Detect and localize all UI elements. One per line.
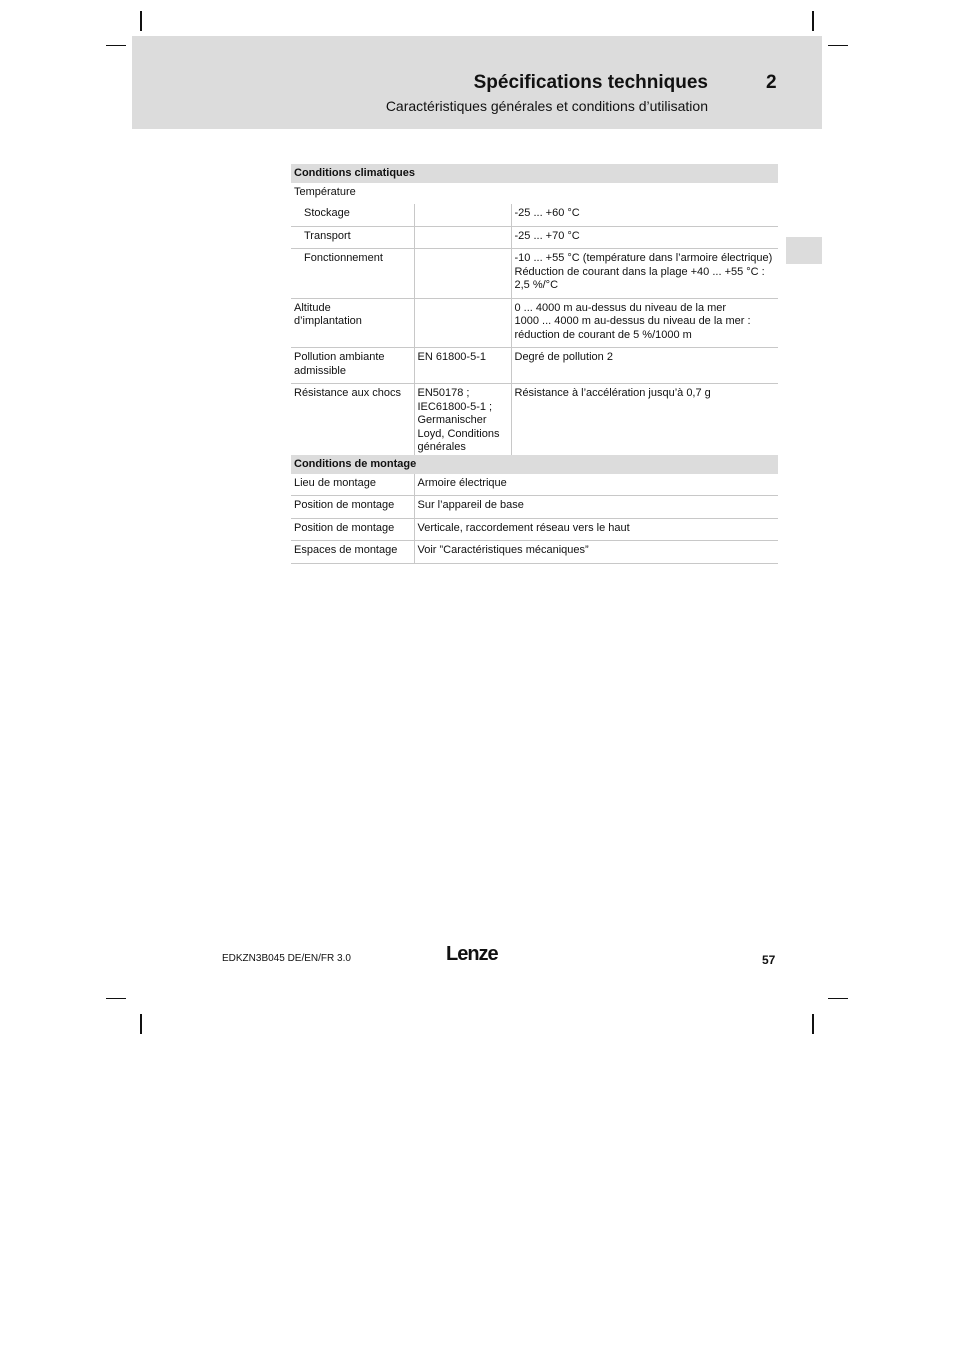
lenze-logo: Lenze bbox=[446, 943, 498, 965]
row-label: Altitude d’implantation bbox=[291, 298, 414, 348]
document-code: EDKZN3B045 DE/EN/FR 3.0 bbox=[222, 953, 351, 964]
table-row bbox=[291, 518, 778, 541]
row-label: Position de montage bbox=[291, 518, 414, 541]
row-value: Voir ”Caractéristiques mécaniques” bbox=[414, 541, 778, 564]
temperature-label: Température bbox=[294, 185, 356, 198]
row-standard: EN50178 ; IEC61800-5-1 ; Germanischer Loyd, Conditions générales bbox=[414, 384, 511, 461]
table-row bbox=[291, 541, 778, 564]
table-row bbox=[291, 226, 778, 249]
crop-mark bbox=[140, 11, 142, 31]
table-row bbox=[291, 496, 778, 519]
row-value: Sur l’appareil de base bbox=[414, 496, 778, 519]
row-standard bbox=[414, 298, 511, 348]
row-standard bbox=[414, 204, 511, 226]
mounting-conditions-table bbox=[291, 455, 778, 564]
row-label: Lieu de montage bbox=[291, 474, 414, 496]
row-value: -25 ... +70 °C bbox=[511, 226, 778, 249]
climate-table-heading: Conditions climatiques bbox=[291, 164, 778, 183]
crop-mark bbox=[106, 45, 126, 46]
crop-mark bbox=[106, 998, 126, 999]
row-label: Stockage bbox=[291, 204, 414, 226]
climate-conditions-table bbox=[291, 164, 778, 461]
row-label: Espaces de montage bbox=[291, 541, 414, 564]
row-label: Pollution ambiante admissible bbox=[291, 348, 414, 384]
page-header bbox=[132, 36, 822, 129]
row-label: Transport bbox=[291, 226, 414, 249]
row-value: Armoire électrique bbox=[414, 474, 778, 496]
crop-mark bbox=[812, 11, 814, 31]
mounting-table-heading: Conditions de montage bbox=[291, 455, 778, 474]
row-label: Résistance aux chocs bbox=[291, 384, 414, 461]
row-label: Fonctionnement bbox=[291, 249, 414, 299]
crop-mark bbox=[828, 45, 848, 46]
row-value: Degré de pollution 2 bbox=[511, 348, 778, 384]
page-subtitle: Caractéristiques générales et conditions d’utilisation bbox=[385, 98, 708, 114]
row-label: Position de montage bbox=[291, 496, 414, 519]
table-row bbox=[291, 474, 778, 496]
table-row bbox=[291, 249, 778, 299]
page-number: 57 bbox=[762, 953, 776, 967]
row-standard bbox=[414, 249, 511, 299]
crop-mark bbox=[812, 1014, 814, 1034]
row-value: 0 ... 4000 m au-dessus du niveau de la mer 1000 ... 4000 m au-dessus du niveau de la mer : réduction de courant de 5 %/1000 m bbox=[511, 298, 778, 348]
chapter-number: 2 bbox=[766, 72, 777, 93]
table-row bbox=[291, 384, 778, 461]
row-standard: EN 61800-5-1 bbox=[414, 348, 511, 384]
table-row bbox=[291, 298, 778, 348]
row-value: Résistance à l’accélération jusqu’à 0,7 g bbox=[511, 384, 778, 461]
chapter-tab bbox=[786, 237, 822, 264]
crop-mark bbox=[140, 1014, 142, 1034]
row-value: -25 ... +60 °C bbox=[511, 204, 778, 226]
row-standard bbox=[414, 226, 511, 249]
table-row bbox=[291, 204, 778, 226]
row-value: -10 ... +55 °C (température dans l’armoire électrique) Réduction de courant dans la plage +40 ... +55 °C : 2,5 %/°C bbox=[511, 249, 778, 299]
row-value: Verticale, raccordement réseau vers le haut bbox=[414, 518, 778, 541]
crop-mark bbox=[828, 998, 848, 999]
table-row bbox=[291, 348, 778, 384]
page-title: Spécifications techniques bbox=[473, 72, 708, 93]
